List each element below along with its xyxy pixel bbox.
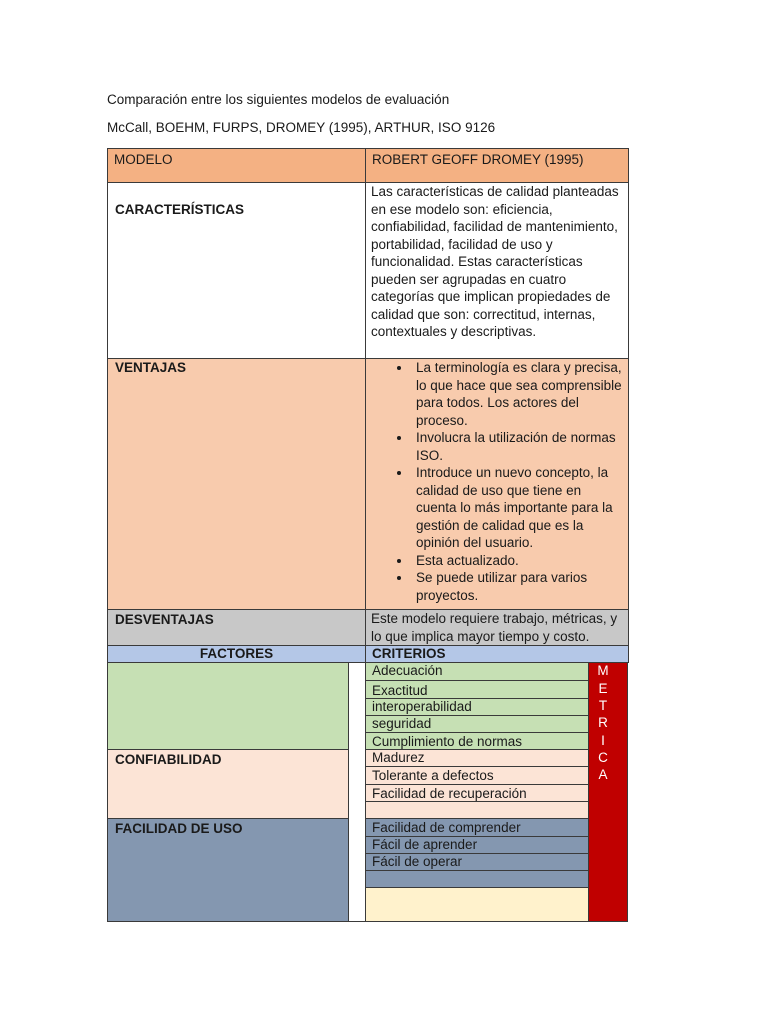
caracteristicas-text-cell: [365, 182, 629, 359]
ventajas-list-cell: [365, 358, 629, 610]
spacer-column: [348, 662, 366, 922]
criterio-text: Madurez: [372, 750, 425, 765]
header-model-name-label: ROBERT GEOFF DROMEY (1995): [372, 152, 584, 167]
desventajas-text-cell: [365, 609, 629, 646]
criterio-row: [365, 680, 589, 699]
caracteristicas-label: CARACTERÍSTICAS: [115, 202, 245, 217]
metrica-letter: R: [598, 715, 608, 730]
criterio-text: Facilidad de comprender: [372, 820, 521, 835]
criterio-row: [365, 784, 589, 802]
criterio-row: [365, 887, 589, 922]
caracteristicas-text: Las características de calidad planteadas en ese modelo son: eficiencia, confiabilidad, facilidad de mantenimiento, portabilidad, facilidad de uso y funcionalidad. Estas características pueden ser agrupadas en cuatro categorías que implican propiedades de calidad que son: correctitud, internas, contextuales y descriptivas.: [371, 184, 619, 339]
desventajas-label: DESVENTAJAS: [115, 612, 214, 627]
header-modelo-label: MODELO: [114, 152, 173, 167]
criterio-text: Tolerante a defectos: [372, 768, 494, 783]
metrica-letter: A: [598, 767, 608, 782]
ventajas-list: [366, 359, 628, 604]
metrica-letter: I: [601, 733, 605, 748]
ventajas-label-cell: [107, 358, 366, 610]
metrica-letter: C: [598, 750, 608, 765]
criterio-row: [365, 801, 589, 819]
criterio-row: [365, 715, 589, 733]
criterio-text: Exactitud: [372, 683, 428, 698]
criterios-header-cell: [365, 645, 629, 663]
header-model-name: [365, 148, 629, 183]
metrica-letter: E: [598, 681, 608, 696]
header-modelo: [107, 148, 366, 183]
criterio-text: Fácil de operar: [372, 854, 463, 869]
desventajas-text: Este modelo requiere trabajo, métricas, y lo que implica mayor tiempo y costo.: [371, 611, 618, 644]
criterio-row: [365, 870, 589, 888]
intro-title: Comparación entre los siguientes modelos de evaluación: [107, 92, 450, 107]
metrica-letter: M: [597, 663, 609, 678]
criterio-text: interoperabilidad: [372, 699, 472, 714]
ventajas-label: VENTAJAS: [115, 360, 187, 375]
criterio-text: Facilidad de recuperación: [372, 786, 527, 801]
metrica-letter: T: [598, 698, 608, 713]
criterio-row: [365, 853, 589, 871]
criterio-row: [365, 662, 589, 681]
ventaja-item: • La terminología es clara y precisa, lo que hace que sea comprensible para todos. Los actores del proceso.: [412, 359, 628, 429]
criterio-text: Fácil de aprender: [372, 837, 478, 852]
criterio-row: [365, 766, 589, 785]
criterio-text: Cumplimiento de normas: [372, 734, 523, 749]
desventajas-label-cell: [107, 609, 366, 646]
ventaja-item: • Involucra la utilización de normas ISO.: [412, 429, 628, 464]
factores-header-cell: [107, 645, 366, 663]
factores-header: FACTORES: [199, 646, 274, 661]
factor-block-confiabilidad: [107, 749, 349, 819]
criterio-row: [365, 732, 589, 750]
criterio-text: Adecuación: [372, 663, 443, 678]
ventaja-item: • Introduce un nuevo concepto, la calidad de uso que tiene en cuenta lo más importante para la gestión de calidad que es la opinión del usuario.: [412, 464, 628, 552]
factor-confiabilidad: CONFIABILIDAD: [115, 752, 222, 767]
ventaja-item: • Esta actualizado.: [412, 552, 628, 570]
factor-facilidad-de-uso: FACILIDAD DE USO: [115, 821, 243, 836]
criterio-row: [365, 749, 589, 767]
criterio-row: [365, 698, 589, 716]
criterio-row: [365, 836, 589, 854]
factor-block-facilidad-de-uso: [107, 818, 349, 922]
criterios-header: CRITERIOS: [372, 646, 446, 661]
intro-models-list: McCall, BOEHM, FURPS, DROMEY (1995), ARTHUR, ISO 9126: [107, 120, 496, 135]
criterio-text: seguridad: [372, 716, 432, 731]
factor-block-funcionalidad: [107, 662, 349, 750]
criterio-row: [365, 818, 589, 837]
caracteristicas-label-cell: [107, 182, 366, 359]
ventaja-item: • Se puede utilizar para varios proyectos.: [412, 569, 628, 604]
